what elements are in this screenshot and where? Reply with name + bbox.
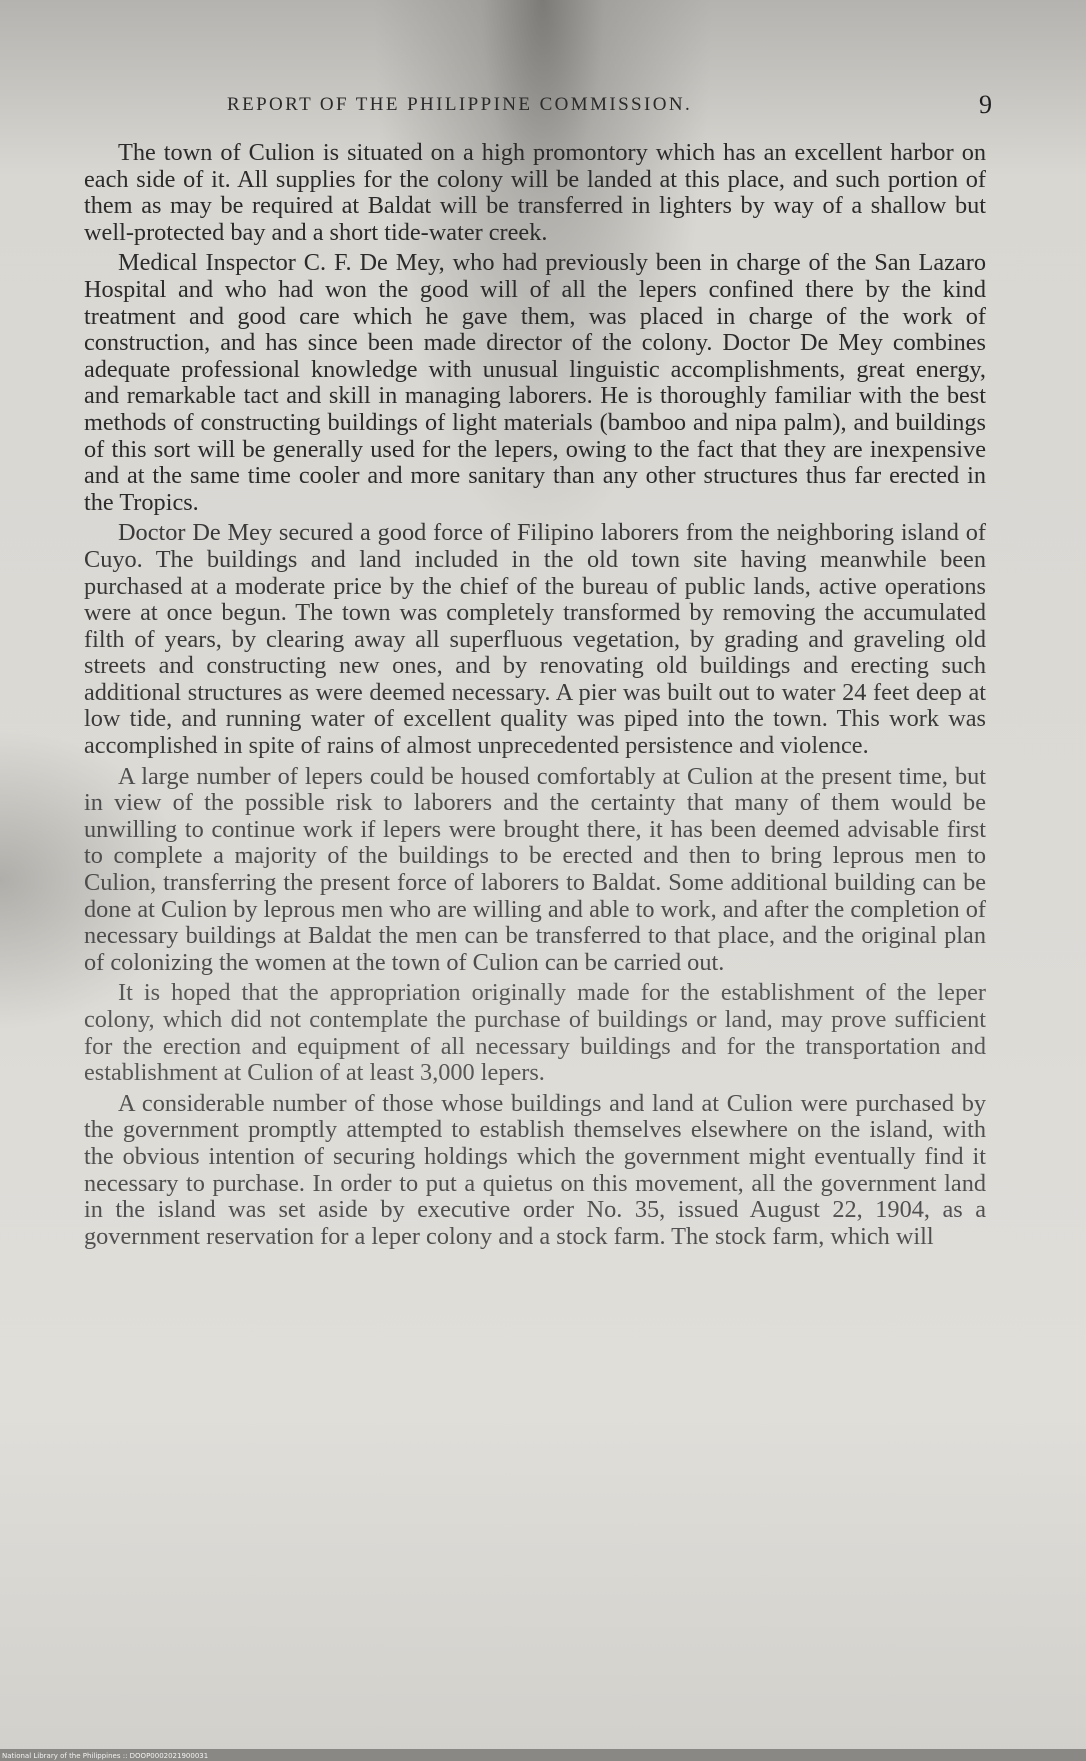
paragraph-appropriation: It is hoped that the appropriation originally made for the establishment of the leper colony, which did not contemplate the purchase of buildings or land, may prove sufficient for the erection and equipment of all necessary buildings and for the transportation and establishment at Culion of at least 3,000 lepers. [84,979,986,1087]
paragraph-de-mey-appointment: Medical Inspector C. F. De Mey, who had previously been in charge of the San Lazaro Hospital and who had won the good will of all the lepers confined there by the kind treatment and good care which he gave them, was placed in charge of the work of construction, and has since been made director of the colony. Doctor De Mey combines adequate professional knowledge with unusual linguistic accomplishments, great energy, and remarkable tact and skill in managing laborers. He is thoroughly familiar with the best methods of constructing buildings of light materials (bamboo and nipa palm), and buildings of this sort will be generally used for the lepers, owing to the fact that they are inexpensive and at the same time cooler and more sanitary than any other structures thus far erected in the Tropics. [84,249,986,516]
paragraph-construction-work: Doctor De Mey secured a good force of Filipino laborers from the neighboring island of Cuyo. The buildings and land included in the old town site having meanwhile been purchased at a moderate price by the chief of the bureau of public lands, active operations were at once begun. The town was completely transformed by removing the accumulated filth of years, by clearing away all superfluous vegetation, by grading and graveling old streets and constructing new ones, and by renovating old buildings and erecting such additional structures as were deemed necessary. A pier was built out to water 24 feet deep at low tide, and running water of excellent quality was piped into the town. This work was accomplished in spite of rains of almost unprecedented persistence and violence. [84,519,986,760]
body-text [84,140,986,1254]
paragraph-housing-plan: A large number of lepers could be housed comfortably at Culion at the present time, but in view of the possible risk to laborers and the certainty that many of them would be unwilling to continue work if lepers were brought there, it has been deemed advisable first to complete a majority of the buildings to be erected and then to bring leprous men to Culion, transferring the present force of laborers to Baldat. Some additional building can be done at Culion by leprous men who are willing and able to work, and after the completion of necessary buildings at Baldat the men can be transferred to that place, and the original plan of colonizing the women at the town of Culion can be carried out. [84,762,986,976]
archive-caption: National Library of the Philippines :: DOOP0002021900031 [2,1752,209,1760]
page-number: 9 [979,90,992,119]
running-title: REPORT OF THE PHILIPPINE COMMISSION. [227,94,693,115]
archive-footer-strip [0,1749,1086,1761]
page-header [92,90,992,124]
paragraph-reservation: A considerable number of those whose buildings and land at Culion were purchased by the government promptly attempted to establish themselves elsewhere on the island, with the obvious intention of securing holdings which the government might eventually find it necessary to purchase. In order to put a quietus on this movement, all the government land in the island was set aside by executive order No. 35, issued August 22, 1904, as a government reservation for a leper colony and a stock farm. The stock farm, which will [84,1089,986,1250]
paragraph-culion-town: The town of Culion is situated on a high promontory which has an excellent harbor on each side of it. All supplies for the colony will be landed at this place, and such portion of them as may be required at Baldat will be transferred in lighters by way of a shallow but well-protected bay and a short tide-water creek. [84,139,986,246]
